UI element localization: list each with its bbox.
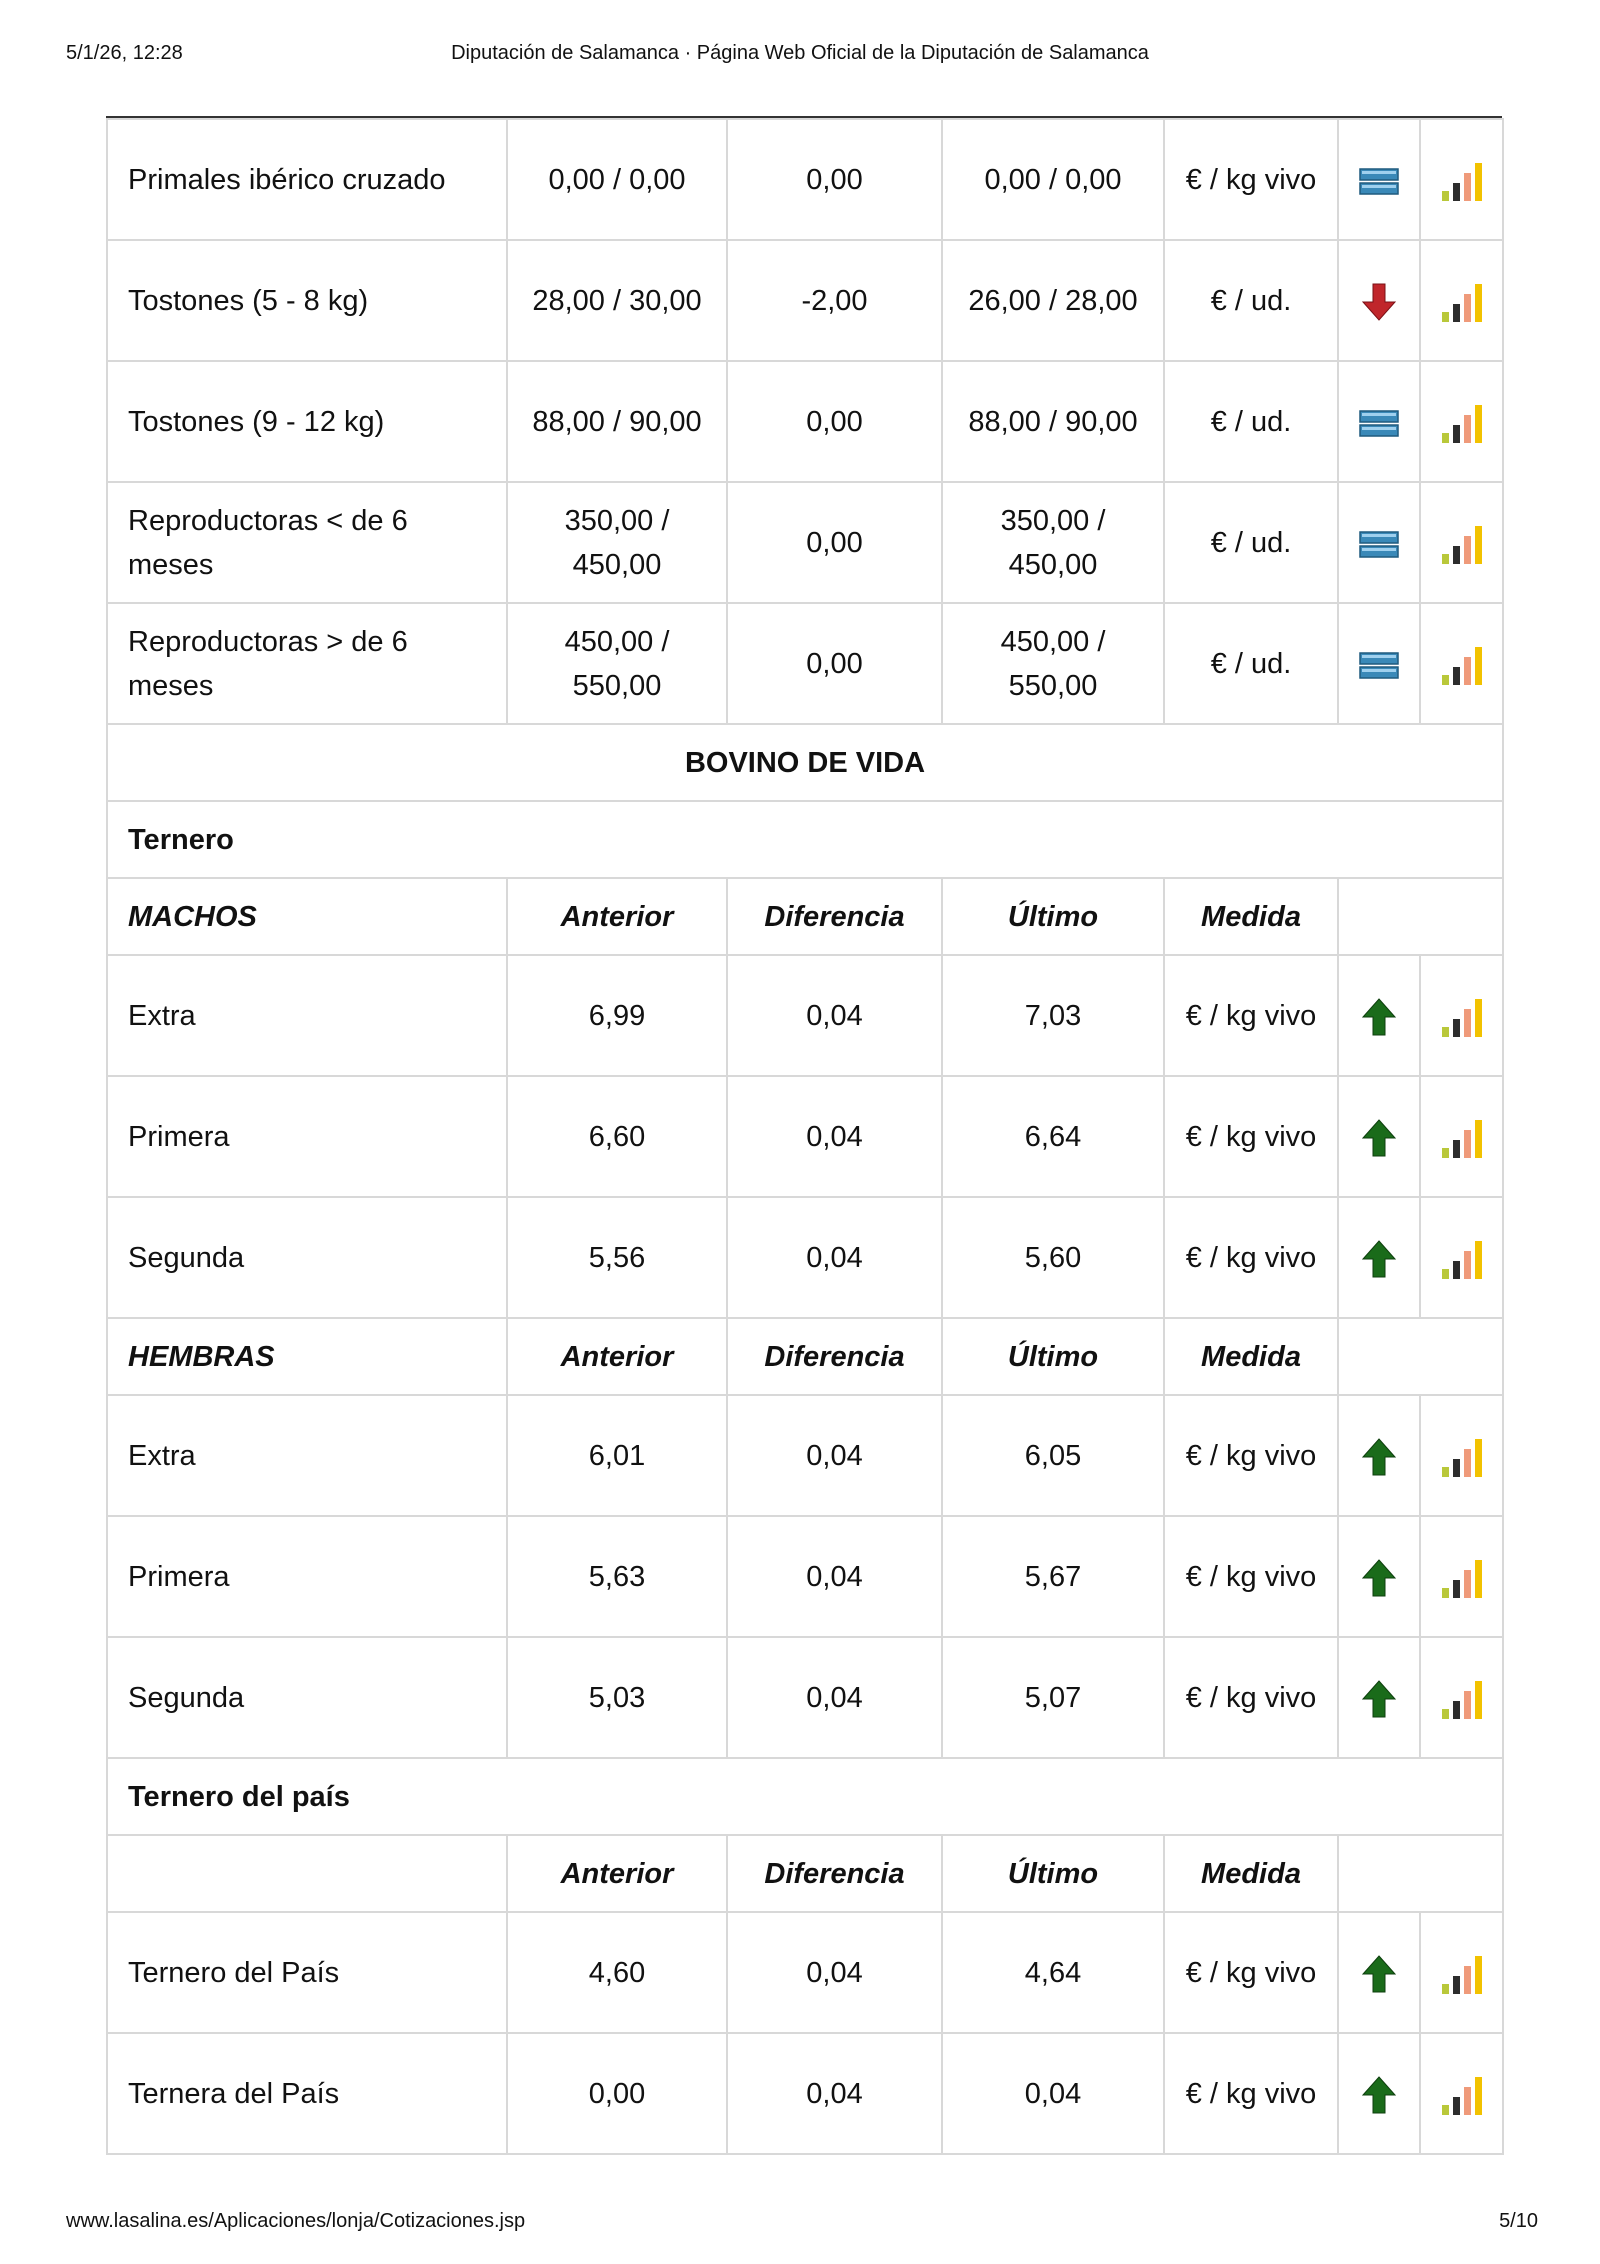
bar-chart-icon[interactable] (1440, 2075, 1484, 2115)
previous-price: 28,00 / 30,00 (507, 240, 727, 361)
arrow-up-icon (1359, 1954, 1399, 1994)
trend-cell (1338, 1637, 1420, 1758)
bar-chart-icon[interactable] (1440, 403, 1484, 443)
equal-icon (1359, 524, 1399, 564)
equal-icon (1359, 645, 1399, 685)
trend-cell (1338, 1912, 1420, 2033)
unit-measure: € / ud. (1164, 361, 1338, 482)
price-difference: 0,00 (727, 361, 942, 482)
table-row (107, 1076, 1503, 1197)
unit-measure: € / kg vivo (1164, 955, 1338, 1076)
bar-chart-icon[interactable] (1440, 282, 1484, 322)
bar-chart-icon[interactable] (1440, 1437, 1484, 1477)
previous-price: 6,01 (507, 1395, 727, 1516)
history-chart-cell[interactable] (1420, 1516, 1503, 1637)
last-price: 0,04 (942, 2033, 1164, 2154)
column-header: Medida (1164, 1835, 1338, 1912)
previous-price: 6,99 (507, 955, 727, 1076)
subsection-title: Ternero (107, 801, 1503, 878)
unit-measure: € / kg vivo (1164, 1076, 1338, 1197)
history-chart-cell[interactable] (1420, 361, 1503, 482)
last-price: 450,00 / 550,00 (942, 603, 1164, 724)
column-header-row (107, 1318, 1503, 1395)
trend-cell (1338, 1076, 1420, 1197)
last-price: 4,64 (942, 1912, 1164, 2033)
price-difference: 0,04 (727, 1516, 942, 1637)
previous-price: 4,60 (507, 1912, 727, 2033)
column-header-row (107, 878, 1503, 955)
product-name: Segunda (107, 1637, 507, 1758)
arrow-up-icon (1359, 1679, 1399, 1719)
arrow-up-icon (1359, 1118, 1399, 1158)
product-name: Extra (107, 955, 507, 1076)
history-chart-cell[interactable] (1420, 955, 1503, 1076)
trend-cell (1338, 603, 1420, 724)
product-name: Extra (107, 1395, 507, 1516)
previous-price: 0,00 (507, 2033, 727, 2154)
bar-chart-icon[interactable] (1440, 161, 1484, 201)
table-row (107, 2033, 1503, 2154)
last-price: 5,67 (942, 1516, 1164, 1637)
column-header: Último (942, 1835, 1164, 1912)
bar-chart-icon[interactable] (1440, 1558, 1484, 1598)
arrow-down-icon (1359, 282, 1399, 322)
column-header-empty (1338, 1835, 1503, 1912)
last-price: 7,03 (942, 955, 1164, 1076)
history-chart-cell[interactable] (1420, 1395, 1503, 1516)
column-header: Último (942, 1318, 1164, 1395)
last-price: 26,00 / 28,00 (942, 240, 1164, 361)
price-difference: 0,04 (727, 1912, 942, 2033)
table-row (107, 955, 1503, 1076)
column-header-empty (1338, 878, 1503, 955)
unit-measure: € / kg vivo (1164, 1197, 1338, 1318)
product-name: Tostones (9 - 12 kg) (107, 361, 507, 482)
equal-icon (1359, 161, 1399, 201)
last-price: 6,05 (942, 1395, 1164, 1516)
trend-cell (1338, 119, 1420, 240)
unit-measure: € / ud. (1164, 603, 1338, 724)
unit-measure: € / ud. (1164, 482, 1338, 603)
table-row (107, 119, 1503, 240)
print-datetime: 5/1/26, 12:28 (66, 42, 183, 64)
trend-cell (1338, 1395, 1420, 1516)
trend-cell (1338, 2033, 1420, 2154)
section-title: BOVINO DE VIDA (107, 724, 1503, 801)
table-row (107, 240, 1503, 361)
trend-cell (1338, 240, 1420, 361)
previous-price: 5,03 (507, 1637, 727, 1758)
print-page-number: 5/10 (1499, 2210, 1538, 2232)
column-header: Diferencia (727, 1318, 942, 1395)
trend-cell (1338, 1197, 1420, 1318)
previous-price: 0,00 / 0,00 (507, 119, 727, 240)
subsection-title-row (107, 801, 1503, 878)
group-label: MACHOS (107, 878, 507, 955)
bar-chart-icon[interactable] (1440, 1118, 1484, 1158)
trend-cell (1338, 1516, 1420, 1637)
price-difference: -2,00 (727, 240, 942, 361)
trend-cell (1338, 955, 1420, 1076)
previous-price: 5,63 (507, 1516, 727, 1637)
product-name: Reproductoras < de 6 meses (107, 482, 507, 603)
column-header: Anterior (507, 1318, 727, 1395)
table-row (107, 482, 1503, 603)
unit-measure: € / kg vivo (1164, 1516, 1338, 1637)
arrow-up-icon (1359, 2075, 1399, 2115)
history-chart-cell[interactable] (1420, 1637, 1503, 1758)
product-name: Ternero del País (107, 1912, 507, 2033)
history-chart-cell[interactable] (1420, 1912, 1503, 2033)
print-url: www.lasalina.es/Aplicaciones/lonja/Cotizaciones.jsp (66, 2210, 526, 2232)
table-row (107, 1516, 1503, 1637)
equal-icon (1359, 403, 1399, 443)
price-difference: 0,04 (727, 955, 942, 1076)
group-label (107, 1835, 507, 1912)
column-header: Diferencia (727, 878, 942, 955)
history-chart-cell[interactable] (1420, 603, 1503, 724)
price-table (106, 118, 1504, 2155)
column-header: Medida (1164, 1318, 1338, 1395)
trend-cell (1338, 482, 1420, 603)
product-name: Tostones (5 - 8 kg) (107, 240, 507, 361)
print-page-title: Diputación de Salamanca · Página Web Oficial de la Diputación de Salamanca (451, 42, 1149, 64)
history-chart-cell[interactable] (1420, 2033, 1503, 2154)
table-row (107, 1637, 1503, 1758)
last-price: 6,64 (942, 1076, 1164, 1197)
product-name: Primera (107, 1516, 507, 1637)
price-difference: 0,00 (727, 482, 942, 603)
arrow-up-icon (1359, 1437, 1399, 1477)
product-name: Reproductoras > de 6 meses (107, 603, 507, 724)
previous-price: 6,60 (507, 1076, 727, 1197)
last-price: 0,00 / 0,00 (942, 119, 1164, 240)
subsection-title: Ternero del país (107, 1758, 1503, 1835)
last-price: 88,00 / 90,00 (942, 361, 1164, 482)
unit-measure: € / kg vivo (1164, 1637, 1338, 1758)
product-name: Primales ibérico cruzado (107, 119, 507, 240)
price-difference: 0,04 (727, 1076, 942, 1197)
group-label: HEMBRAS (107, 1318, 507, 1395)
unit-measure: € / ud. (1164, 240, 1338, 361)
history-chart-cell[interactable] (1420, 1076, 1503, 1197)
bar-chart-icon[interactable] (1440, 1679, 1484, 1719)
table-row (107, 1197, 1503, 1318)
previous-price: 350,00 / 450,00 (507, 482, 727, 603)
trend-cell (1338, 361, 1420, 482)
history-chart-cell[interactable] (1420, 1197, 1503, 1318)
arrow-up-icon (1359, 997, 1399, 1037)
subsection-title-row (107, 1758, 1503, 1835)
section-title-row (107, 724, 1503, 801)
bar-chart-icon[interactable] (1440, 997, 1484, 1037)
previous-price: 88,00 / 90,00 (507, 361, 727, 482)
product-name: Segunda (107, 1197, 507, 1318)
history-chart-cell[interactable] (1420, 482, 1503, 603)
bar-chart-icon[interactable] (1440, 645, 1484, 685)
last-price: 350,00 / 450,00 (942, 482, 1164, 603)
history-chart-cell[interactable] (1420, 240, 1503, 361)
previous-price: 450,00 / 550,00 (507, 603, 727, 724)
column-header-row (107, 1835, 1503, 1912)
product-name: Primera (107, 1076, 507, 1197)
price-difference: 0,04 (727, 2033, 942, 2154)
bar-chart-icon[interactable] (1440, 1239, 1484, 1279)
previous-price: 5,56 (507, 1197, 727, 1318)
last-price: 5,07 (942, 1637, 1164, 1758)
unit-measure: € / kg vivo (1164, 2033, 1338, 2154)
table-row (107, 1395, 1503, 1516)
history-chart-cell[interactable] (1420, 119, 1503, 240)
column-header-empty (1338, 1318, 1503, 1395)
column-header: Anterior (507, 1835, 727, 1912)
column-header: Último (942, 878, 1164, 955)
unit-measure: € / kg vivo (1164, 1912, 1338, 2033)
price-difference: 0,00 (727, 119, 942, 240)
arrow-up-icon (1359, 1239, 1399, 1279)
column-header: Medida (1164, 878, 1338, 955)
product-name: Ternera del País (107, 2033, 507, 2154)
column-header: Diferencia (727, 1835, 942, 1912)
arrow-up-icon (1359, 1558, 1399, 1598)
price-difference: 0,04 (727, 1197, 942, 1318)
column-header: Anterior (507, 878, 727, 955)
price-difference: 0,00 (727, 603, 942, 724)
bar-chart-icon[interactable] (1440, 1954, 1484, 1994)
last-price: 5,60 (942, 1197, 1164, 1318)
price-difference: 0,04 (727, 1637, 942, 1758)
unit-measure: € / kg vivo (1164, 119, 1338, 240)
table-row (107, 361, 1503, 482)
price-difference: 0,04 (727, 1395, 942, 1516)
table-row (107, 603, 1503, 724)
table-row (107, 1912, 1503, 2033)
price-table-body (107, 119, 1503, 2154)
bar-chart-icon[interactable] (1440, 524, 1484, 564)
unit-measure: € / kg vivo (1164, 1395, 1338, 1516)
